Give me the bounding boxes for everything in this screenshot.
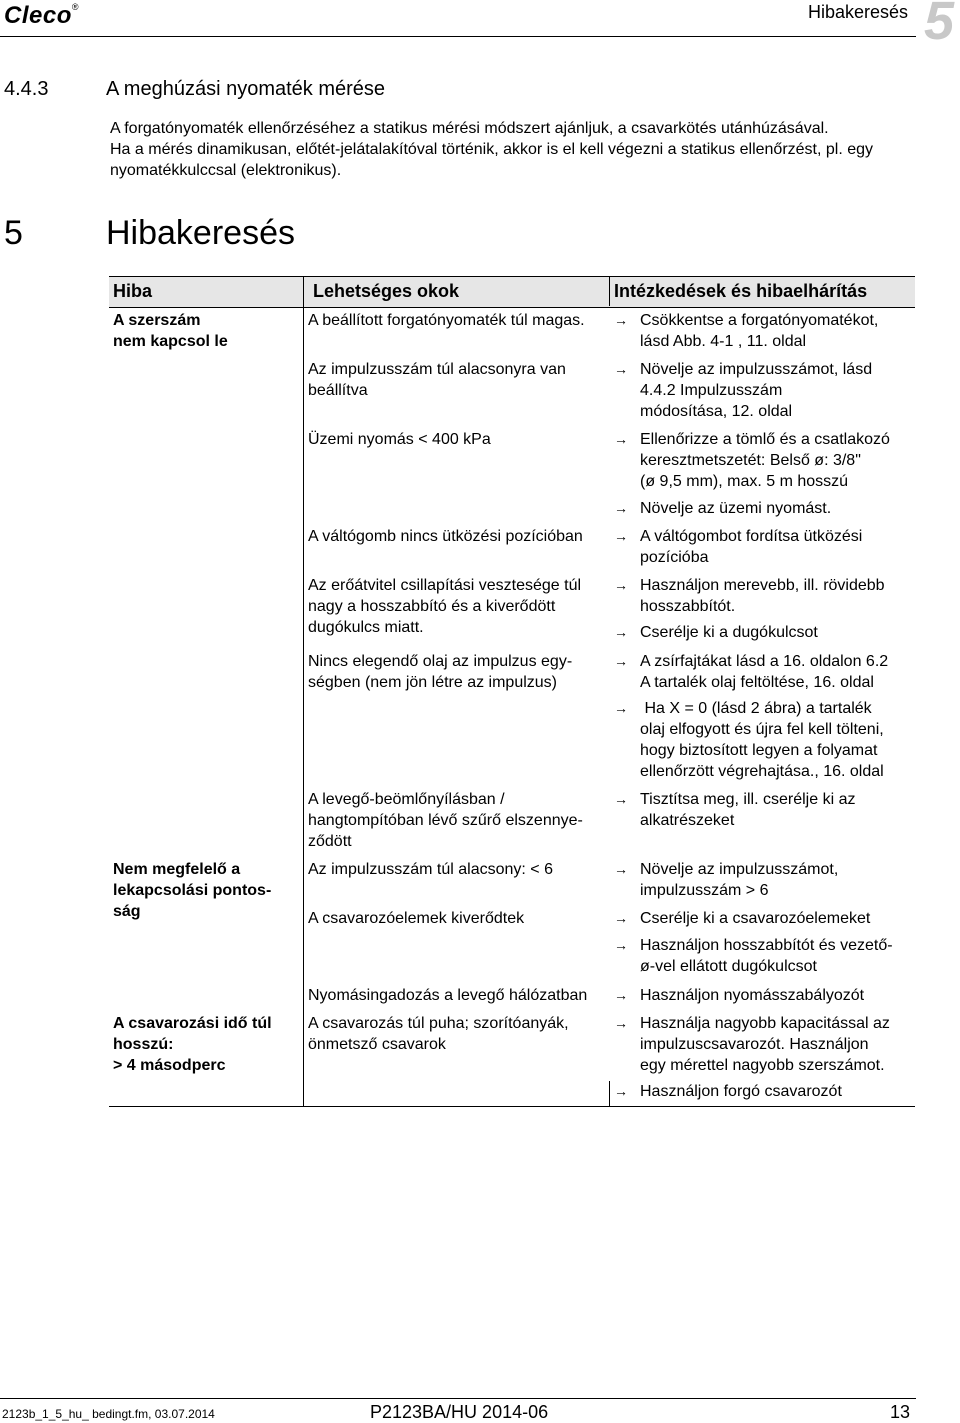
action-cell: Használjon forgó csavarozót [640, 1083, 842, 1100]
cause-cell: Az impulzusszám túl alacsonyra van beállítva [308, 361, 566, 399]
intro-paragraph [110, 118, 920, 181]
arrow-icon: → [614, 700, 628, 716]
chapter-heading-number: 5 [4, 214, 23, 252]
table-header [109, 276, 915, 308]
action-cell: Használjon nyomásszabályozót [640, 987, 865, 1004]
arrow-icon: → [614, 987, 628, 1003]
arrow-icon: → [614, 500, 628, 516]
action-cell: Növelje az impulzusszámot, lásd 4.4.2 Impulzusszám módosítása, 12. oldal [640, 361, 873, 420]
arrow-icon: → [614, 653, 628, 669]
arrow-icon: → [614, 1083, 628, 1099]
column-divider [303, 277, 304, 1106]
registered-mark: ® [71, 2, 79, 12]
table-bottom-rule [109, 1106, 915, 1107]
arrow-icon: → [614, 910, 628, 926]
chapter-heading [4, 214, 295, 253]
arrow-icon: → [614, 624, 628, 640]
action-cell: A váltógombot fordítsa ütközési pozícióba [640, 528, 863, 566]
chapter-number: 5 [923, 0, 954, 51]
action-cell: Cserélje ki a csavarozóelemeket [640, 910, 871, 927]
cause-cell: A levegő-beömlőnyílásban / hangtompítóban lévő szűrő elszennye- ződött [308, 791, 583, 850]
footer-rule [0, 1398, 916, 1399]
fault-cell: A csavarozási idő túl hosszú: > 4 másodperc [113, 1015, 272, 1074]
column-divider [609, 277, 610, 306]
action-cell: Cserélje ki a dugókulcsot [640, 624, 818, 641]
arrow-icon: → [614, 312, 628, 328]
fault-cell: A szerszám nem kapcsol le [113, 312, 228, 350]
col-header-action: Intézkedések és hibaelhárítás [614, 281, 868, 301]
arrow-icon: → [614, 791, 628, 807]
logo-text: Cleco [4, 2, 72, 29]
fault-cell: Nem megfelelő a lekapcsolási pontos- ság [113, 861, 272, 920]
action-cell: Ellenőrizze a tömlő és a csatlakozó keresztmetszetét: Belső ø: 3/8" (ø 9,5 mm), max. 5 m hosszú [640, 431, 890, 490]
intro-line: nyomatékkulccsal (elektronikus). [110, 162, 342, 179]
cause-cell: Üzemi nyomás < 400 kPa [308, 431, 491, 448]
cleco-logo [4, 2, 79, 30]
col-header-fault: Hiba [113, 281, 153, 301]
chapter-heading-title: Hibakeresés [106, 214, 295, 252]
page-number: 13 [890, 1402, 911, 1422]
action-cell: Csökkentse a forgatónyomatékot, lásd Abb. 4-1 , 11. oldal [640, 312, 879, 350]
arrow-icon: → [614, 528, 628, 544]
arrow-icon: → [614, 1015, 628, 1031]
cause-cell: Nyomásingadozás a levegő hálózatban [308, 987, 588, 1004]
cause-cell: A csavarozóelemek kiverődtek [308, 910, 525, 927]
arrow-icon: → [614, 431, 628, 447]
intro-line: A forgatónyomaték ellenőrzéséhez a statikus mérési módszert ajánljuk, a csavarkötés utánhúzásával. [110, 120, 829, 137]
action-cell: A zsírfajtákat lásd a 16. oldalon 6.2 A tartalék olaj feltöltése, 16. oldal [640, 653, 889, 691]
cause-cell: Az erőátvitel csillapítási vesztesége túl nagy a hosszabbító és a kiverődött dugókulcs miatt. [308, 577, 582, 636]
section-title: A meghúzási nyomaték mérése [106, 78, 386, 100]
intro-line: Ha a mérés dinamikusan, előtét-jelátalakítóval történik, akkor is el kell végezni a statikus ellenőrzést, pl. egy [110, 141, 874, 158]
action-cell: Ha X = 0 (lásd 2 ábra) a tartalék olaj elfogyott és újra fel kell tölteni, hogy biztosított legyen a folyamat ellenőrzött végrehajtása., 16. oldal [640, 700, 884, 780]
action-cell: Növelje az impulzusszámot, impulzusszám > 6 [640, 861, 839, 899]
arrow-icon: → [614, 937, 628, 953]
action-cell: Használjon merevebb, ill. rövidebb hosszabbítót. [640, 577, 885, 615]
cause-cell: A csavarozás túl puha; szorítóanyák, önmetsző csavarok [308, 1015, 569, 1053]
cause-cell: A beállított forgatónyomaték túl magas. [308, 312, 585, 329]
footer-doc-number: P2123BA/HU 2014-06 [370, 1402, 549, 1422]
cause-cell: Az impulzusszám túl alacsony: < 6 [308, 861, 553, 878]
section-heading-443 [4, 78, 386, 101]
action-cell: Növelje az üzemi nyomást. [640, 500, 832, 517]
action-cell: Tisztítsa meg, ill. cserélje ki az alkatrészeket [640, 791, 856, 829]
section-number: 4.4.3 [4, 78, 49, 100]
arrow-icon: → [614, 577, 628, 593]
arrow-icon: → [614, 361, 628, 377]
action-cell: Használjon hosszabbítót és vezető- ø-vel ellátott dugókulcsot [640, 937, 893, 975]
footer-file-info: 2123b_1_5_hu_ bedingt.fm, 03.07.2014 [2, 1407, 215, 1421]
column-divider [609, 1081, 610, 1106]
running-header-title: Hibakeresés [807, 2, 908, 22]
arrow-icon: → [614, 861, 628, 877]
header-rule [0, 36, 916, 37]
cause-cell: Nincs elegendő olaj az impulzus egy- ségben (nem jön létre az impulzus) [308, 653, 573, 691]
action-cell: Használja nagyobb kapacitással az impulzuscsavarozót. Használjon egy mérettel nagyobb szerszámot. [640, 1015, 890, 1074]
col-header-cause: Lehetséges okok [313, 281, 460, 301]
cause-cell: A váltógomb nincs ütközési pozícióban [308, 528, 583, 545]
